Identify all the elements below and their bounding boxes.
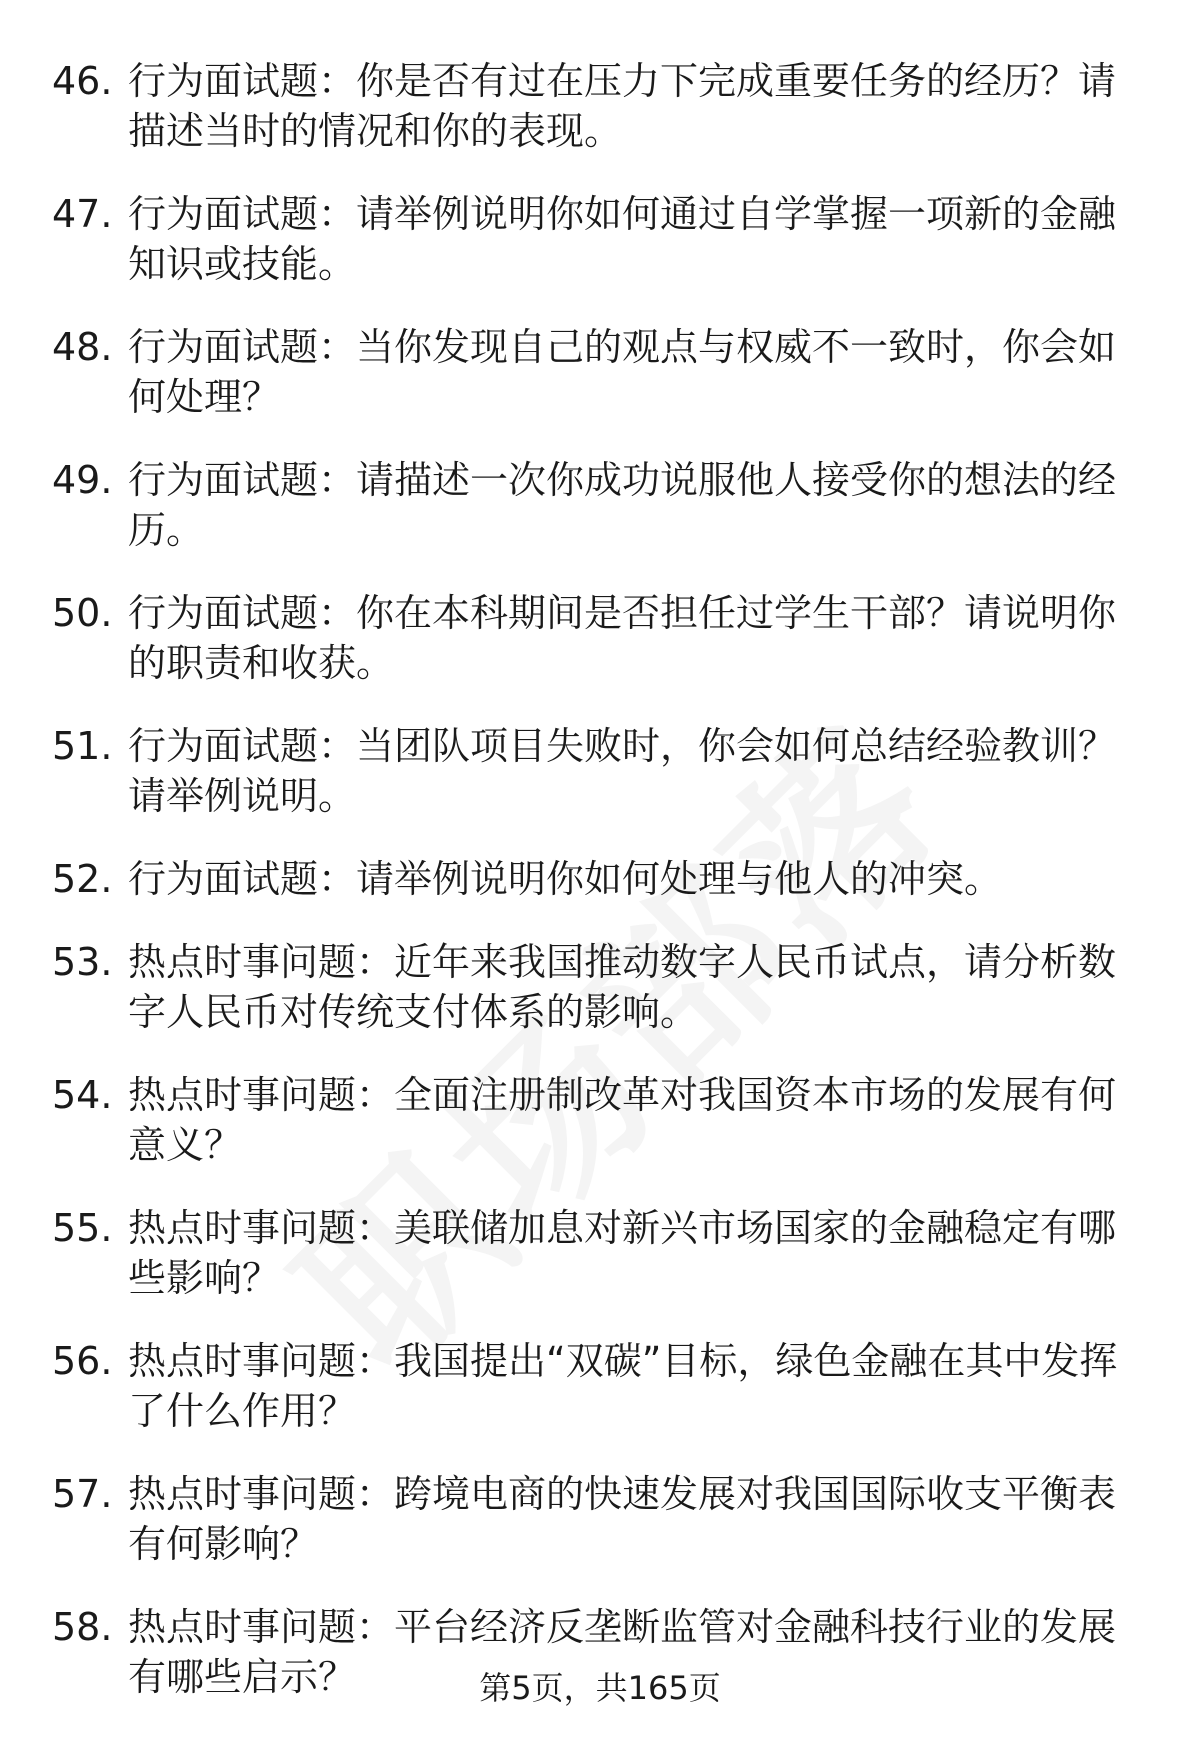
- question-item-54: [52, 1070, 1147, 1170]
- question-number: 46.: [52, 59, 113, 103]
- question-number: 48.: [52, 325, 113, 369]
- question-number: 55.: [52, 1206, 113, 1250]
- question-text: 行为面试题：你在本科期间是否担任过学生干部？请说明你的职责和收获。: [128, 591, 1117, 685]
- question-text: 热点时事问题：美联储加息对新兴市场国家的金融稳定有哪些影响？: [128, 1206, 1117, 1300]
- question-item-50: [52, 588, 1147, 688]
- question-number: 56.: [52, 1339, 113, 1383]
- question-text: 热点时事问题：我国提出“双碳”目标，绿色金融在其中发挥了什么作用？: [128, 1339, 1118, 1433]
- question-number: 53.: [52, 940, 113, 984]
- question-item-57: [52, 1469, 1147, 1569]
- question-number: 57.: [52, 1472, 113, 1516]
- question-text: 行为面试题：请举例说明你如何处理与他人的冲突。: [128, 857, 1003, 901]
- question-text: 热点时事问题：平台经济反垄断监管对金融科技行业的发展有哪些启示？: [128, 1605, 1117, 1699]
- page-footer: 第5页，共165页: [479, 1669, 721, 1707]
- question-number: 47.: [52, 192, 113, 236]
- question-item-48: [52, 322, 1147, 422]
- question-number: 49.: [52, 458, 113, 502]
- question-text: 热点时事问题：跨境电商的快速发展对我国国际收支平衡表有何影响？: [128, 1472, 1117, 1566]
- question-item-53: [52, 937, 1147, 1037]
- question-item-47: [52, 189, 1147, 289]
- question-text: 热点时事问题：全面注册制改革对我国资本市场的发展有何意义？: [128, 1073, 1117, 1167]
- question-text: 行为面试题：当团队项目失败时，你会如何总结经验教训？请举例说明。: [128, 724, 1117, 818]
- question-item-46: [52, 56, 1147, 156]
- question-number: 50.: [52, 591, 113, 635]
- question-text: 热点时事问题：近年来我国推动数字人民币试点，请分析数字人民币对传统支付体系的影响。: [128, 940, 1117, 1034]
- question-text: 行为面试题：你是否有过在压力下完成重要任务的经历？请描述当时的情况和你的表现。: [128, 59, 1117, 153]
- question-item-51: [52, 721, 1147, 821]
- question-text: 行为面试题：当你发现自己的观点与权威不一致时，你会如何处理？: [128, 325, 1117, 419]
- question-item-49: [52, 455, 1147, 555]
- question-list: [52, 56, 1147, 1735]
- question-number: 54.: [52, 1073, 113, 1117]
- question-item-55: [52, 1203, 1147, 1303]
- question-number: 51.: [52, 724, 113, 768]
- question-item-52: [52, 854, 1147, 904]
- question-text: 行为面试题：请举例说明你如何通过自学掌握一项新的金融知识或技能。: [128, 192, 1117, 286]
- question-item-56: [52, 1336, 1147, 1436]
- question-number: 58.: [52, 1605, 113, 1649]
- question-text: 行为面试题：请描述一次你成功说服他人接受你的想法的经历。: [128, 458, 1117, 552]
- question-number: 52.: [52, 857, 113, 901]
